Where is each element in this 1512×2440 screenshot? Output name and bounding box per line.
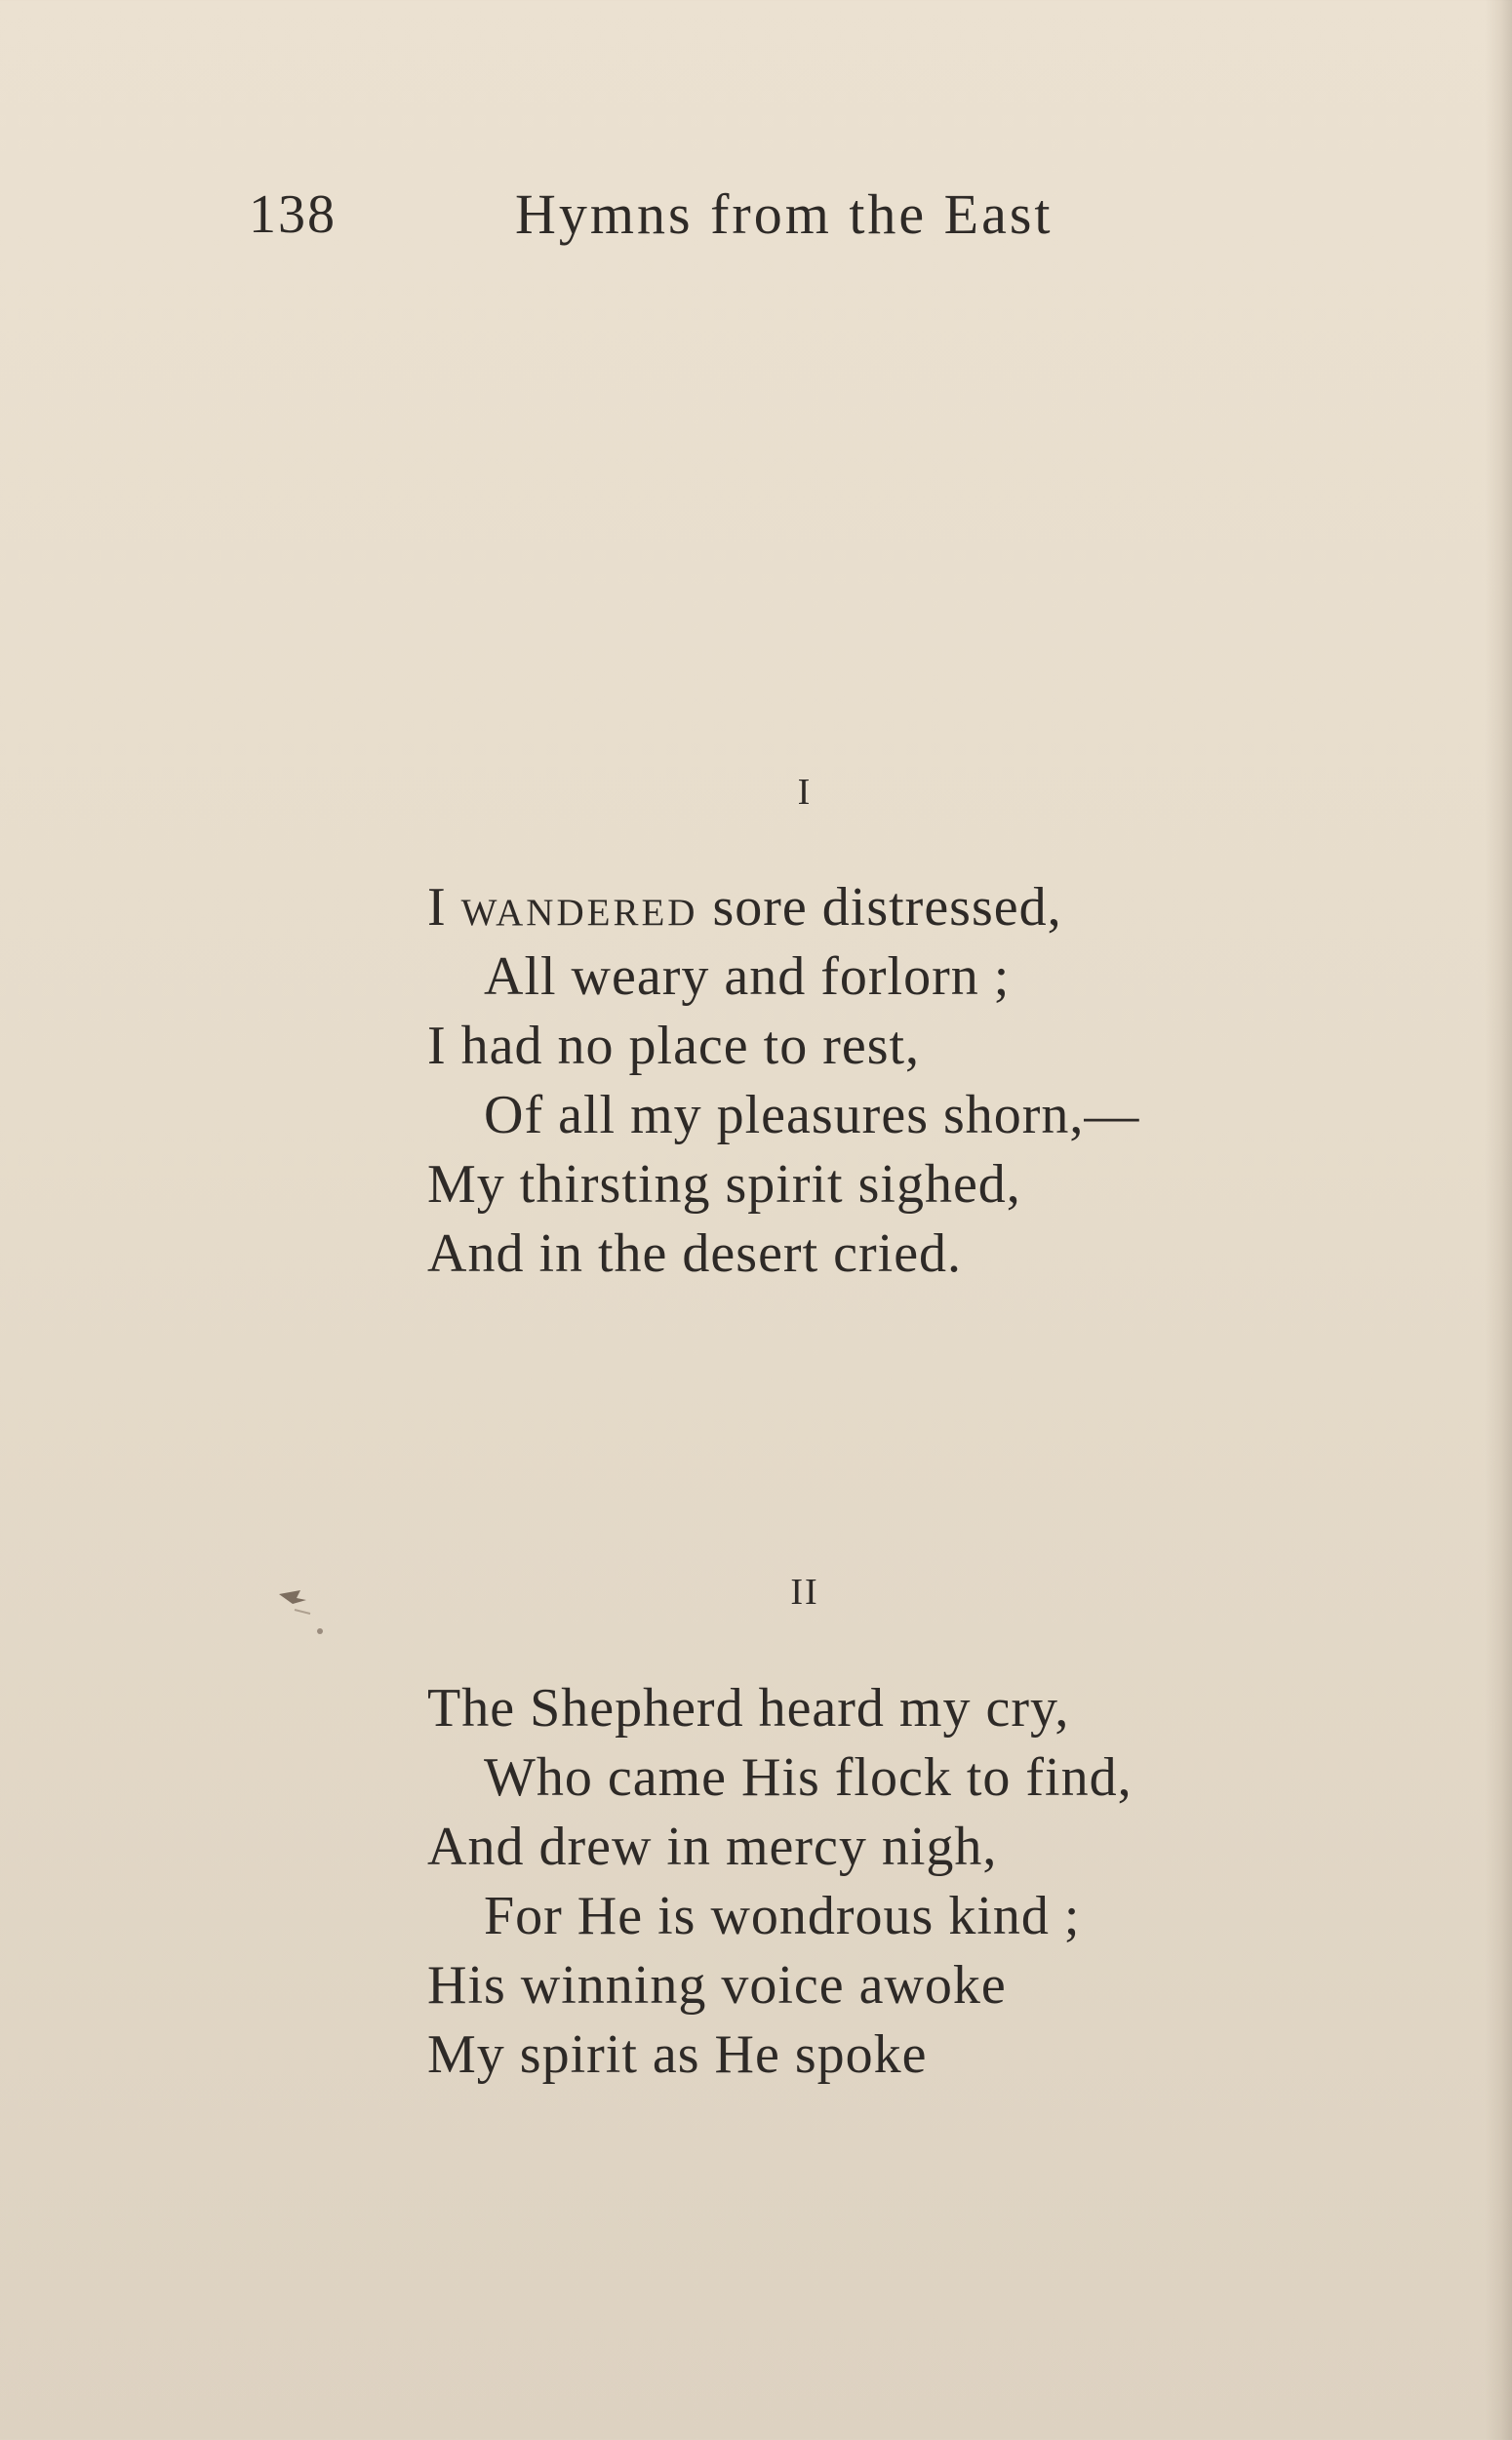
- stanza-1: [427, 873, 1403, 1289]
- verse-line: For He is wondrous kind ;: [484, 1886, 1081, 1946]
- verse-line: Who came His flock to find,: [484, 1747, 1133, 1808]
- verse-line-lead: I: [427, 877, 461, 938]
- running-title: Hymns from the East: [515, 182, 1054, 246]
- page-edge-shadow: [1485, 0, 1512, 2440]
- verse-line: His winning voice awoke: [427, 1955, 1007, 2016]
- verse-line: [427, 873, 1403, 942]
- verse-line: And drew in mercy nigh,: [427, 1817, 998, 1877]
- verse-line: My spirit as He spoke: [427, 2024, 928, 2085]
- verse-line-small-caps: wandered: [460, 877, 698, 938]
- verse-line: All weary and forlorn ;: [484, 946, 1011, 1007]
- verse-line: The Shepherd heard my cry,: [427, 1678, 1070, 1739]
- running-head: [0, 176, 1512, 254]
- page-number: 138: [249, 184, 337, 245]
- stanza-number: II: [790, 1572, 819, 1613]
- stanza-number: I: [797, 772, 813, 813]
- stanza-2: [427, 1674, 1403, 2090]
- verse-line: I had no place to rest,: [427, 1016, 921, 1076]
- ink-blot-icon: [271, 1580, 339, 1649]
- verse-line: Of all my pleasures shorn,—: [484, 1085, 1140, 1145]
- verse-line-rest: sore distressed,: [697, 877, 1062, 938]
- verse-line: My thirsting spirit sighed,: [427, 1154, 1021, 1215]
- verse-line: And in the desert cried.: [427, 1223, 963, 1284]
